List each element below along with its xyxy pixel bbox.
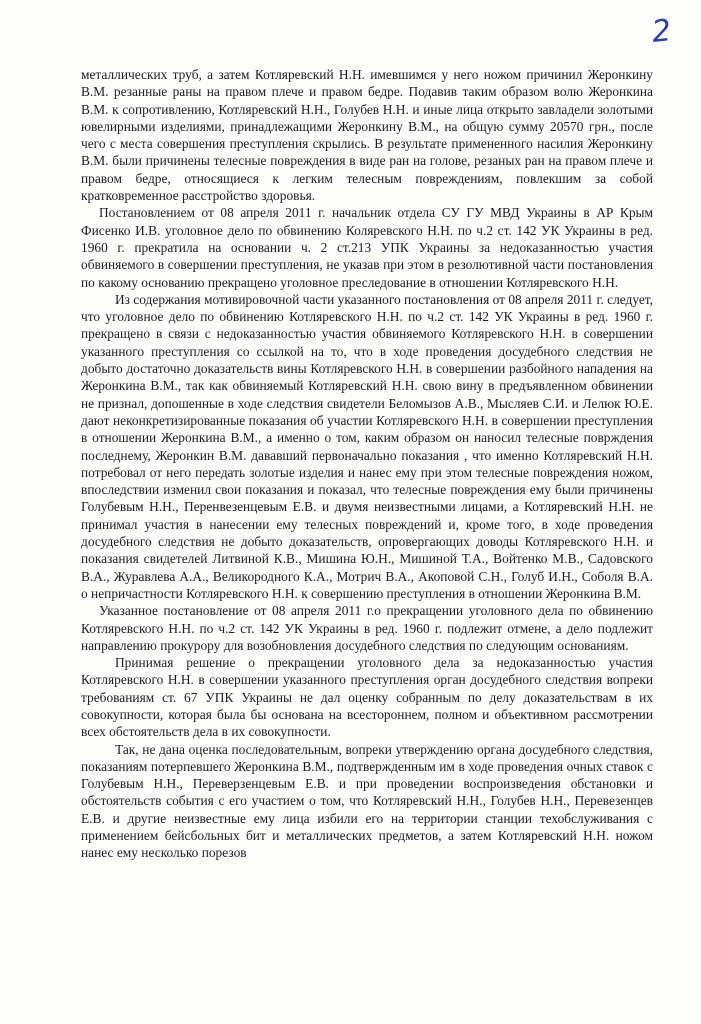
page-number: 2 bbox=[650, 13, 673, 50]
paragraph-1: металлических труб, а затем Котляревский Н.Н. имевшимся у него ножом причинил Жеронкину В.М. резанные раны на правом плече и правом бедре. Подавив таким образом волю Жеронкина В.М. к сопротивлению, Котляревский Н.Н., Голубев Н.Н. и иные лица открыто завладели золотыми ювелирными изделиями, принадлежащими Жеронкину В.М., на общую сумму 20570 грн., после чего с места совершения преступления скрылись. В результате примененного насилия Жеронкину В.М. были причинены телесные повреждения в виде ран на голове, резаных ран на правом плече и правом бедре, относящиеся к легким телесным повреждениям, повлекшим за собой кратковременное расстройство здоровья. bbox=[81, 67, 653, 204]
paragraph-3: Из содержания мотивировочной части указанного постановления от 08 апреля 2011 г. следует, что уголовное дело по обвинению Котляревского Н.Н. по ч.2 ст. 142 УК Украины в ред. 1960 г. прекращено в связи с недоказанностью участия обвиняемого Котляревского Н.Н. в совершении указанного преступления со ссылкой на то, что в ходе проведения досудебного следствия не добыто достаточно доказательств вины Котляревского Н.Н. в совершении разбойного нападения на Жеронкина В.М., так как обвиняемый Котляревский Н.Н. свою вину в предъявленном обвинении не признал, допошенные в ходе следствия свидетели Беломызов А.В., Мысляев С.И. и Лелюк Ю.Е. дают неконкретизированные показания об участии Котляревского Н.Н. в совершении преступления в отношении Жеронкина В.М., а именно о том, каким образом он наносил телесные поврждения последнему, Жеронкин В.М. дававший первоначально показания , что именно Котляревский Н.Н. потребовал от него передать золотые изделия и нанес ему при этом телесные повреждения ножом, впоследствии изменил свои показания и показал, что телесные повреждения ему были причинены Голубевым Н.Н., Перенвезенцевым Е.В. и двумя неизвестными лицами, а Котляревский Н.Н. не принимал участия в нанесении ему телесных повреждений и, кроме того, в ходе проведения досудебного следствия не добыто доказательств, опровергающих доводы Котляревского Н.Н. и показания свидетелей Литвиной К.В., Мишина Ю.Н., Мишиной Т.А., Войтенко М.В., Садовского В.А., Журавлева А.А., Великородного К.А., Мотрич В.А., Акоповой С.Н., Голуб И.Н., Соболя В.А. о непричастности Котляревского Н.Н. к совершению преступления в отношении Жеронкина В.М. bbox=[81, 291, 653, 601]
paragraph-5: Принимая решение о прекращении уголовного дела за недоказанностью участия Котляревского Н.Н. в совершении указанного преступления орган досудебного следствия вопреки требованиям ст. 67 УПК Украины не дал оценку собранным по делу доказательствам в их совокупности, которая была бы основана на всестороннем, полном и объективном рассмотрении всех обстоятельств дела в их совокупности. bbox=[81, 655, 653, 740]
document-body bbox=[81, 66, 653, 862]
paragraph-4: Указанное постановление от 08 апреля 2011 г.о прекращении уголовного дела по обвинению Котляревского Н.Н. по ч.2 ст. 142 УК Украины в ред. 1960 г. подлежит отмене, а дело подлежит направлению прокурору для возобновления досудебного следствия по следующим основаниям. bbox=[81, 603, 653, 653]
paragraph-2: Постановлением от 08 апреля 2011 г. начальник отдела СУ ГУ МВД Украины в АР Крым Фисенко И.В. уголовное дело по обвинению Коляревского Н.Н. по ч.2 ст. 142 УК Украины в ред. 1960 г. прекратила на основании ч. 2 ст.213 УПК Украины за недоказанностью участия обвиняемого в совершении преступления, не указав при этом в резолютивной части постановления по какому основанию прекращено уголовное преследование в отношении Котляревского Н.Н. bbox=[81, 205, 653, 290]
paragraph-6: Так, не дана оценка последовательным, вопреки утверждению органа досудебного следствия, показаниям потерпевшего Жеронкина В.М., подтвержденным им в ходе проведения очных ставок с Голубевым Н.Н., Переверзенцевым Е.В. и при проведении воспроизведения обстановки и обстоятельств события с его участием о том, что Котляревский Н.Н., Голубев Н.Н., Перевезенцев Е.В. и другие неизвестные ему лица избили его на территории станции техобслуживания с применением бейсбольных бит и металлических предметов, а затем Котляревский Н.Н. ножом нанес ему несколько порезов bbox=[81, 741, 653, 861]
